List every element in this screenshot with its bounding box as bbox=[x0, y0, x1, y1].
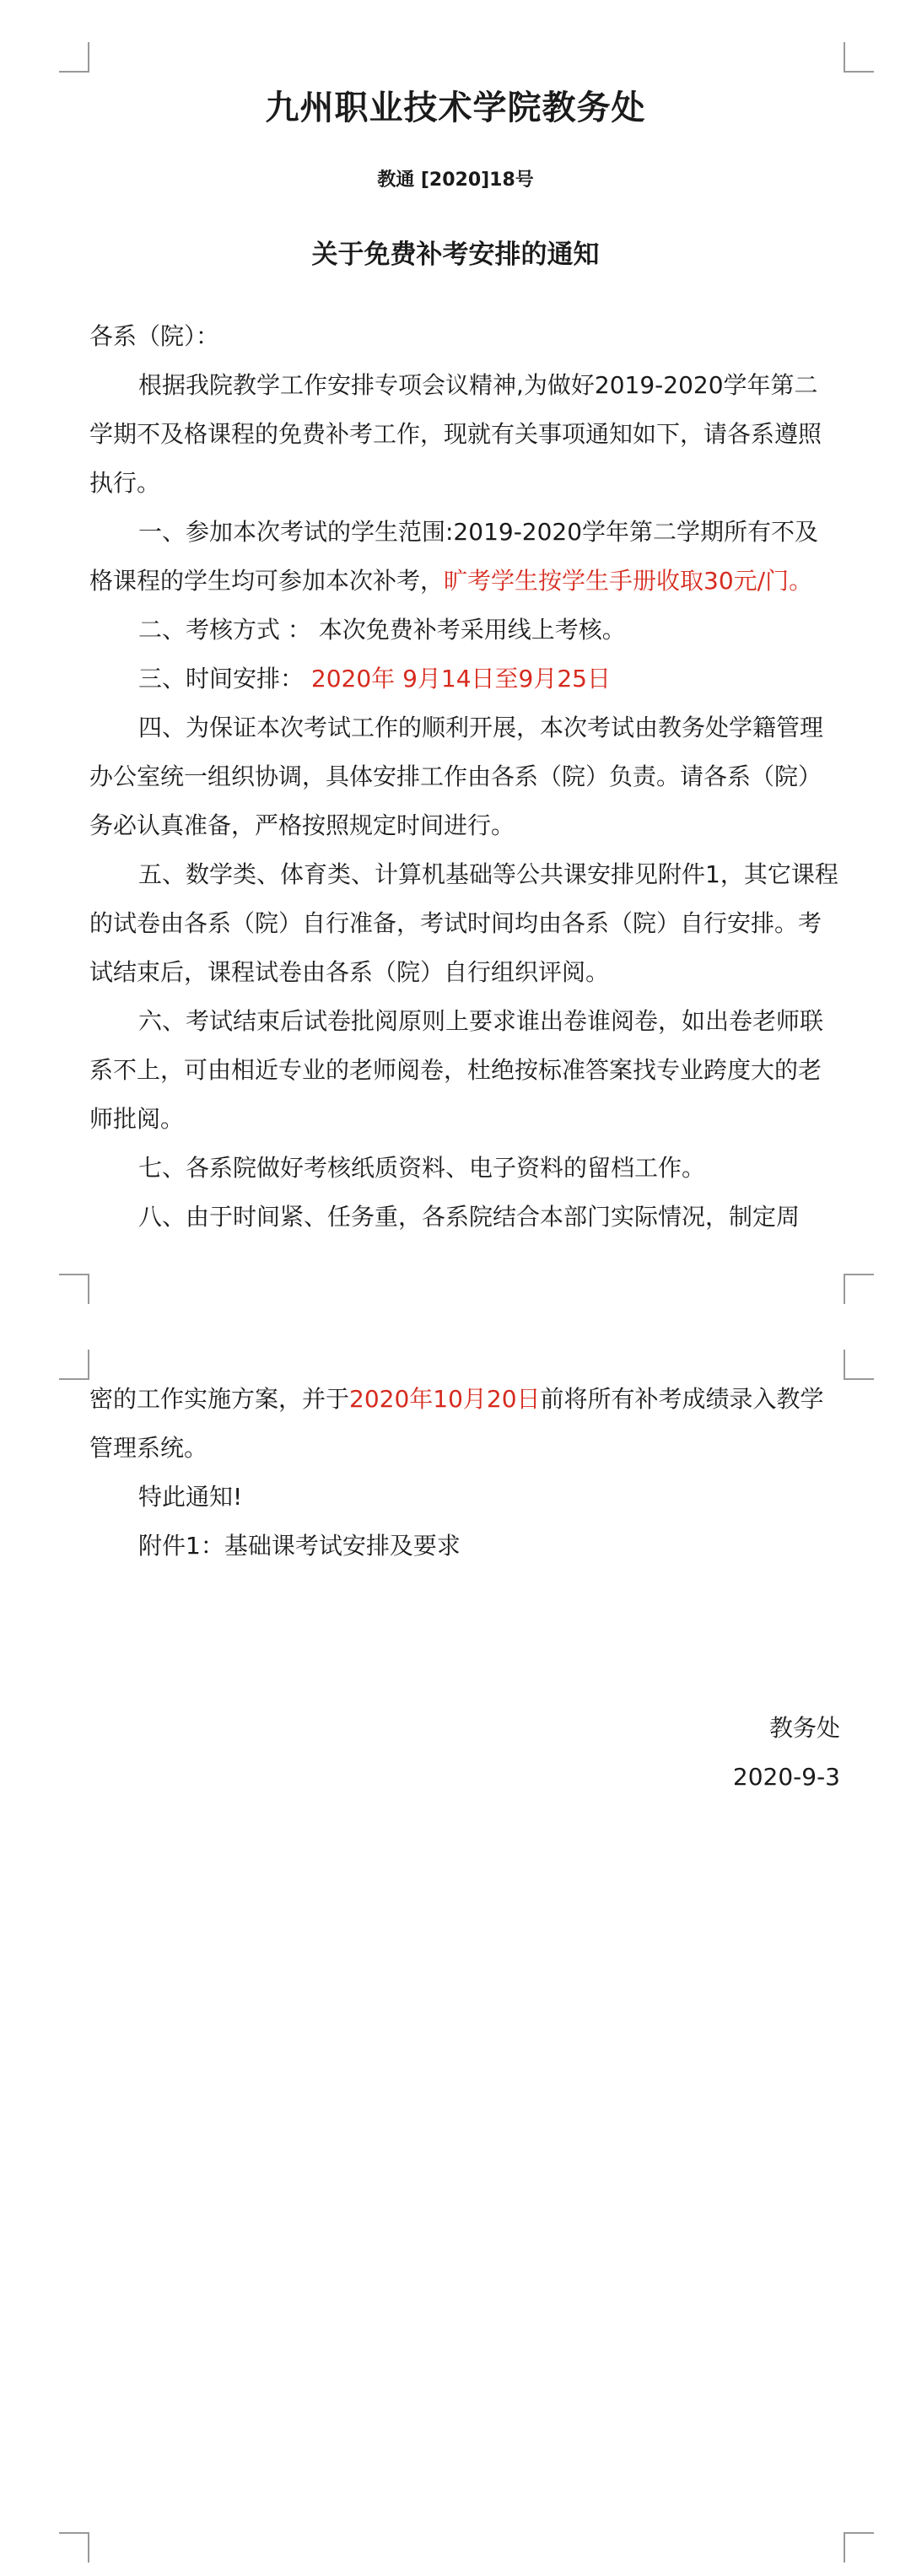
salutation: 各系（院）： bbox=[89, 322, 220, 350]
crop-mark-bottom-left bbox=[59, 1274, 89, 1304]
intro-paragraph: 根据我院教学工作安排专项会议精神,为做好2019-2020学年第二学期不及格课程的免费补考工作，现就有关事项通知如下，请各系遵照执行。 bbox=[89, 371, 822, 497]
crop-mark-top-left bbox=[59, 42, 89, 73]
attachment-line: 附件1：基础课考试安排及要求 bbox=[138, 1532, 461, 1560]
signature-block bbox=[733, 1704, 840, 1802]
item-5-paragraph: 五、数学类、体育类、计算机基础等公共课安排见附件1，其它课程的试卷由各系（院）自行准备，考试时间均由各系（院）自行安排。考试结束后，课程试卷由各系（院）自行组织评阅。 bbox=[89, 860, 838, 986]
item-8-paragraph-start: 八、由于时间紧、任务重，各系院结合本部门实际情况，制定周 bbox=[138, 1203, 800, 1231]
item-8-text-b: 前将所有补考成绩录入教学管理系统。 bbox=[89, 1385, 824, 1462]
item-8-paragraph-end bbox=[89, 1375, 840, 1473]
item-3-paragraph bbox=[89, 655, 840, 703]
crop-mark-bottom-left bbox=[59, 2532, 89, 2563]
signature-date: 2020-9-3 bbox=[732, 1763, 840, 1791]
page-separator bbox=[0, 1316, 911, 1341]
item-3-label: 三、时间安排： bbox=[138, 665, 311, 693]
crop-mark-top-right bbox=[844, 1350, 874, 1380]
signature-office: 教务处 bbox=[768, 1714, 840, 1742]
item-7-paragraph: 七、各系院做好考核纸质资料、电子资料的留档工作。 bbox=[138, 1154, 706, 1182]
crop-mark-top-right bbox=[844, 42, 874, 73]
item-2-paragraph: 二、考核方式 ： 本次免费补考采用线上考核。 bbox=[138, 616, 626, 644]
closing-line: 特此通知! bbox=[138, 1483, 243, 1511]
item-8-text-a: 密的工作实施方案，并于 bbox=[89, 1385, 350, 1413]
item-1-paragraph bbox=[89, 508, 840, 606]
notice-subtitle: 关于免费补考安排的通知 bbox=[311, 240, 600, 270]
document-page-2 bbox=[0, 1341, 911, 2576]
crop-mark-top-left bbox=[59, 1350, 89, 1380]
crop-mark-bottom-right bbox=[844, 2532, 874, 2563]
item-1-highlight: 旷考学生按学生手册收取30元/门。 bbox=[444, 567, 813, 595]
item-3-date-range: 2020年 9月14日至9月25日 bbox=[310, 665, 611, 693]
item-6-paragraph: 六、考试结束后试卷批阅原则上要求谁出卷谁阅卷，如出卷老师联系不上，可由相近专业的老师阅卷，杜绝按标准答案找专业跨度大的老师批阅。 bbox=[89, 1007, 824, 1133]
notice-body-page-2 bbox=[89, 1375, 840, 1571]
item-8-deadline: 2020年10月20日 bbox=[349, 1385, 541, 1413]
item-1-text: 一、参加本次考试的学生范围:2019-2020学年第二学期所有不及格课程的学生均可参加本次补考， bbox=[89, 518, 819, 595]
document-number: 教通 [2020]18号 bbox=[377, 170, 534, 191]
notice-body-page-1 bbox=[89, 312, 840, 1242]
item-4-paragraph: 四、为保证本次考试工作的顺利开展，本次考试由教务处学籍管理办公室统一组织协调，具体安排工作由各系（院）负责。请各系（院）务必认真准备，严格按照规定时间进行。 bbox=[89, 714, 824, 839]
page-title: 九州职业技术学院教务处 bbox=[265, 89, 646, 127]
crop-mark-bottom-right bbox=[844, 1274, 874, 1304]
